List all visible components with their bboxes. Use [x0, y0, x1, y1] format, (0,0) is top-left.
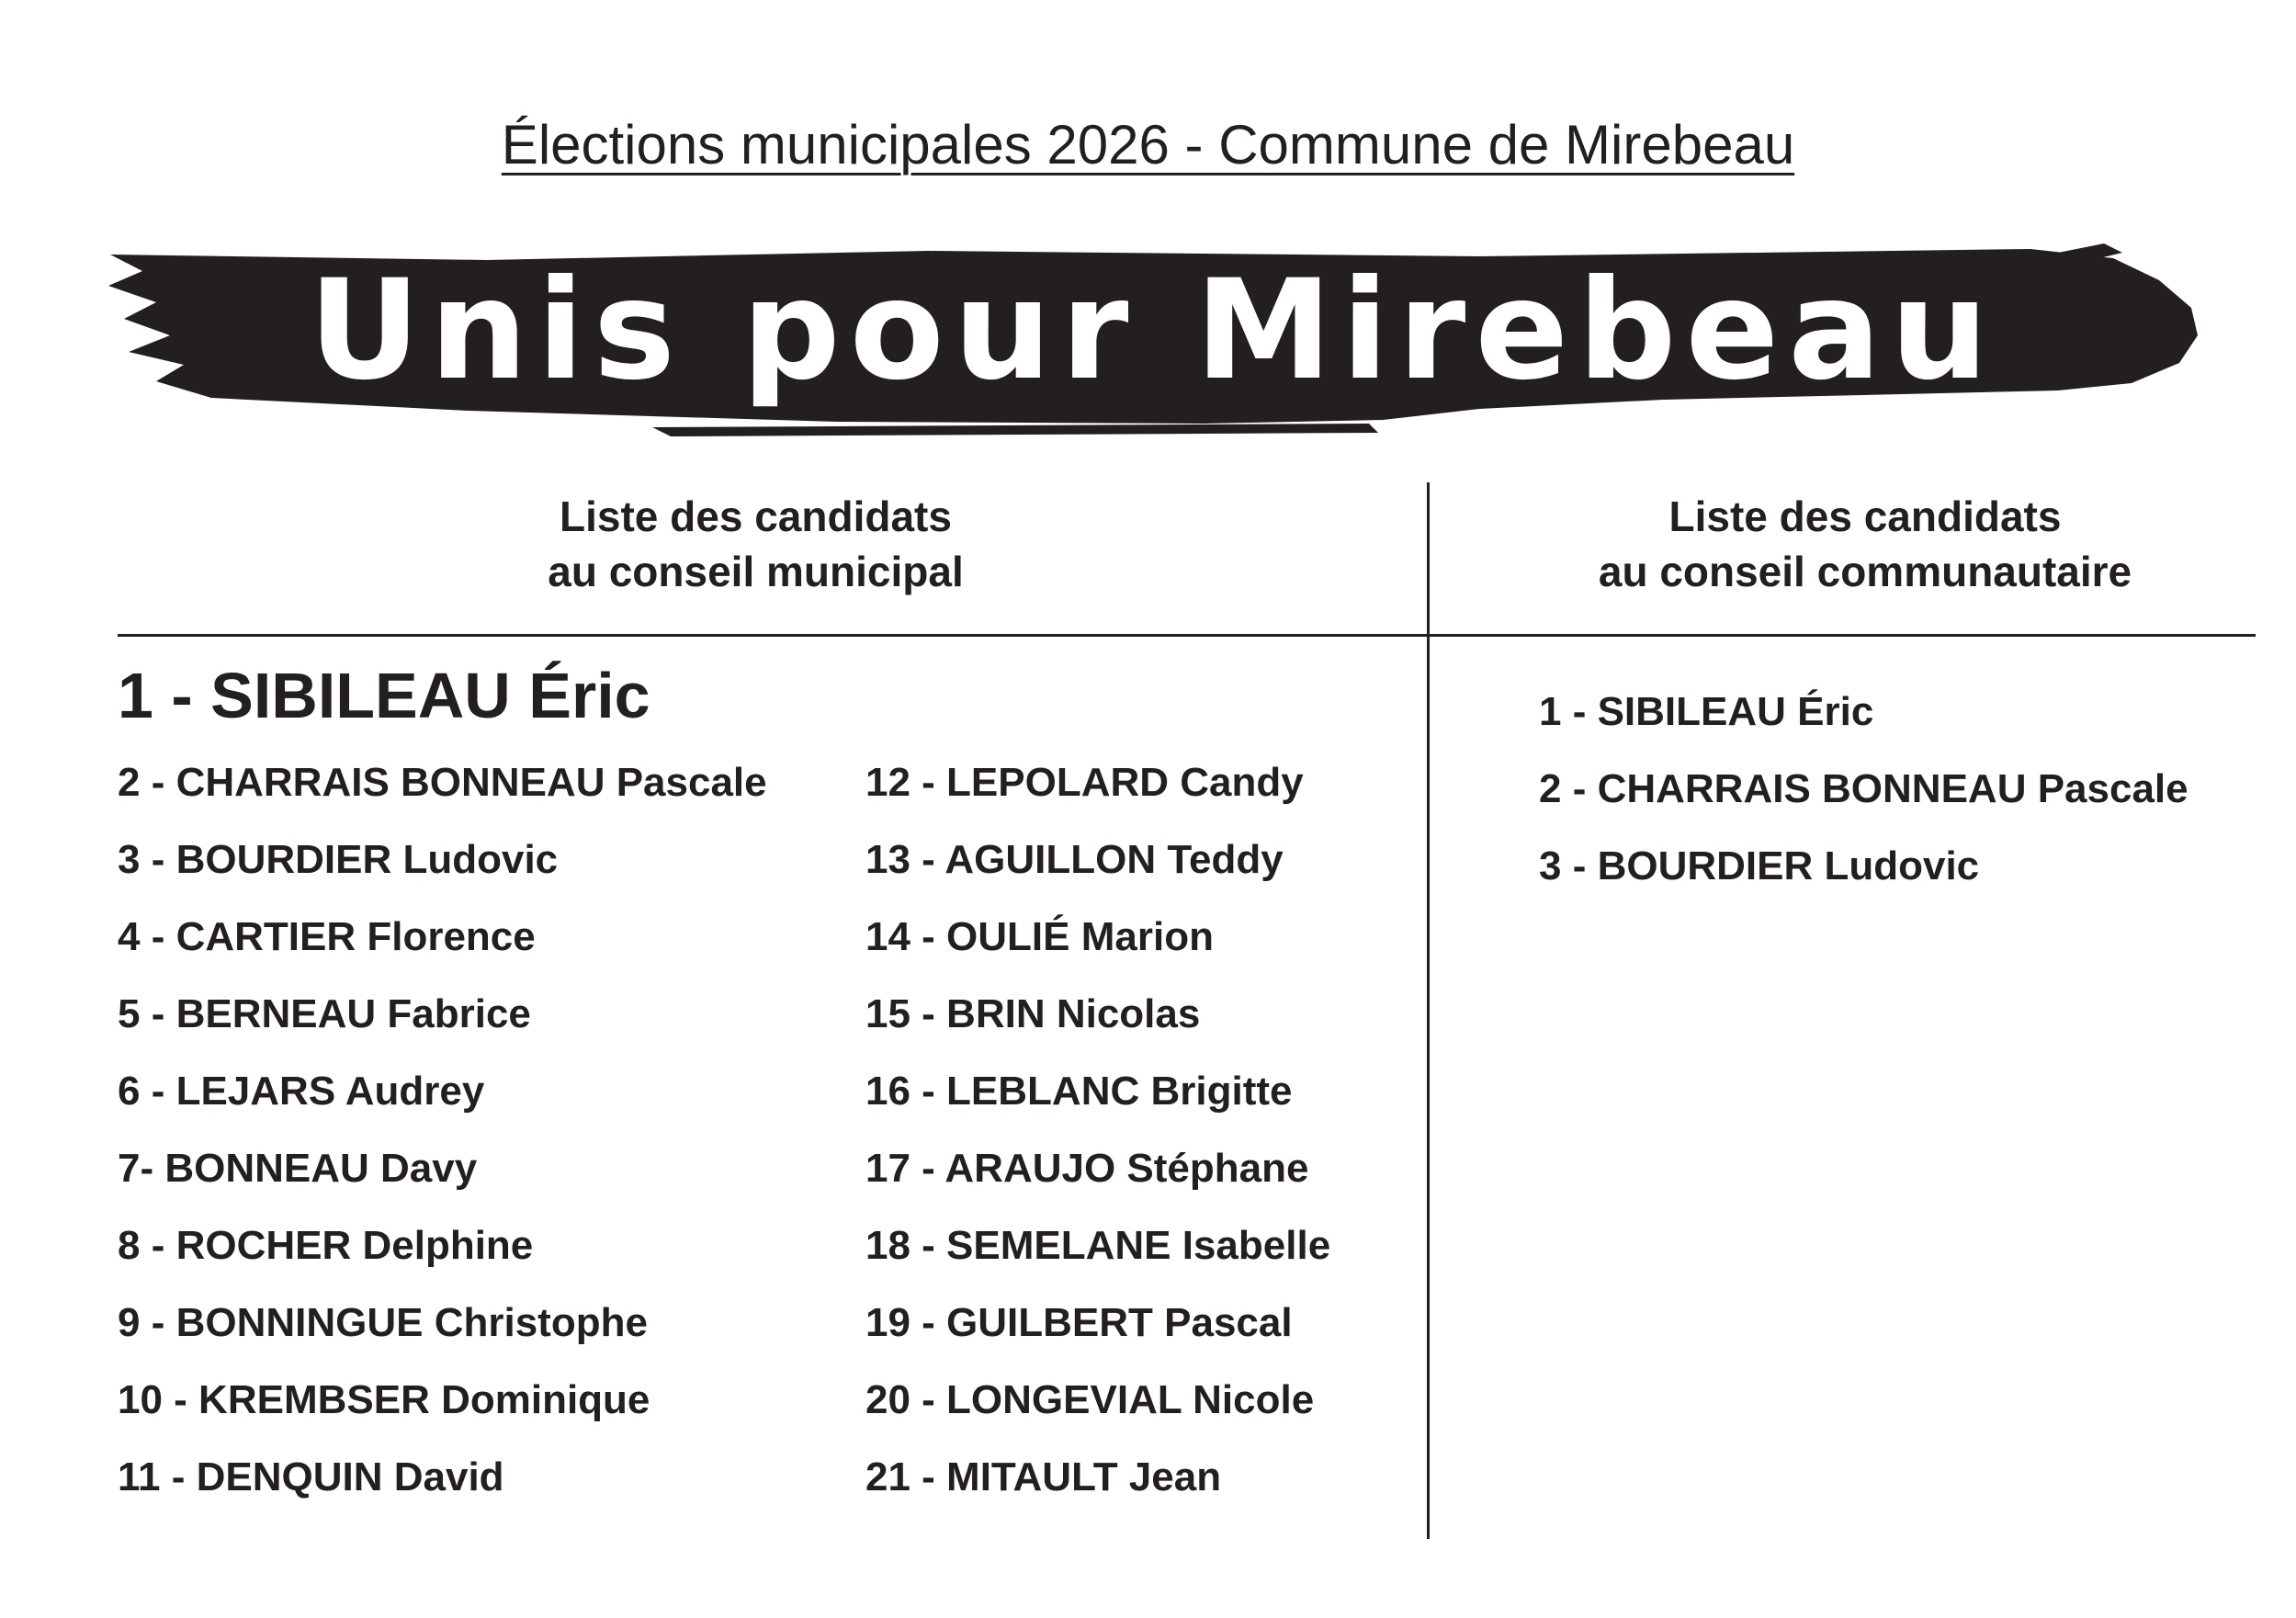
candidate-item: 11 - DENQUIN David: [118, 1454, 504, 1499]
municipal-heading: [119, 489, 1392, 599]
candidate-item: 4 - CARTIER Florence: [118, 914, 536, 959]
communautaire-candidates: [1539, 673, 2189, 905]
municipal-candidates-left: [118, 744, 767, 1516]
candidate-item: 2 - CHARRAIS BONNEAU Pascale: [118, 760, 767, 805]
municipal-candidates-right: [865, 744, 1330, 1516]
candidate-item: 14 - OULIÉ Marion: [865, 914, 1214, 959]
candidate-item: 12 - LEPOLARD Candy: [865, 760, 1304, 805]
candidate-item: 17 - ARAUJO Stéphane: [865, 1146, 1309, 1191]
vertical-divider: [1427, 482, 1430, 1539]
list-name-banner: [101, 243, 2205, 441]
candidate-item: 18 - SEMELANE Isabelle: [865, 1223, 1331, 1268]
candidate-item: 10 - KREMBSER Dominique: [118, 1377, 650, 1422]
candidate-item: 5 - BERNEAU Fabrice: [118, 991, 531, 1036]
candidate-item: 8 - ROCHER Delphine: [118, 1223, 534, 1268]
candidate-item: 1 - SIBILEAU Éric: [1539, 689, 1874, 734]
candidate-item: 13 - AGUILLON Teddy: [865, 837, 1284, 882]
candidate-item: 2 - CHARRAIS BONNEAU Pascale: [1539, 766, 2189, 811]
municipal-heading-line1: Liste des candidats: [560, 492, 952, 540]
candidate-item: 9 - BONNINGUE Christophe: [118, 1300, 648, 1345]
candidate-item: 3 - BOURDIER Ludovic: [118, 837, 559, 882]
communautaire-heading-line1: Liste des candidats: [1668, 492, 2062, 540]
candidate-item: 21 - MITAULT Jean: [865, 1454, 1222, 1499]
candidate-item: 15 - BRIN Nicolas: [865, 991, 1201, 1036]
candidate-item: 3 - BOURDIER Ludovic: [1539, 843, 1980, 888]
election-header: [0, 108, 2296, 182]
head-candidate: 1 - SIBILEAU Éric: [118, 660, 650, 731]
candidate-item: 7- BONNEAU Davy: [118, 1146, 478, 1191]
election-header-text: Élections municipales 2026 - Commune de Mirebeau: [501, 114, 1795, 175]
candidate-item: 20 - LONGEVIAL Nicole: [865, 1377, 1315, 1422]
communautaire-heading-line2: au conseil communautaire: [1598, 548, 2132, 595]
list-name-title: Unis pour Mirebeau: [308, 251, 1998, 411]
candidate-item: 6 - LEJARS Audrey: [118, 1069, 485, 1114]
horizontal-divider: [118, 634, 2256, 637]
communautaire-heading: [1433, 489, 2296, 599]
municipal-heading-line2: au conseil municipal: [548, 548, 964, 595]
candidate-item: 16 - LEBLANC Brigitte: [865, 1069, 1293, 1114]
candidate-item: 19 - GUILBERT Pascal: [865, 1300, 1293, 1345]
